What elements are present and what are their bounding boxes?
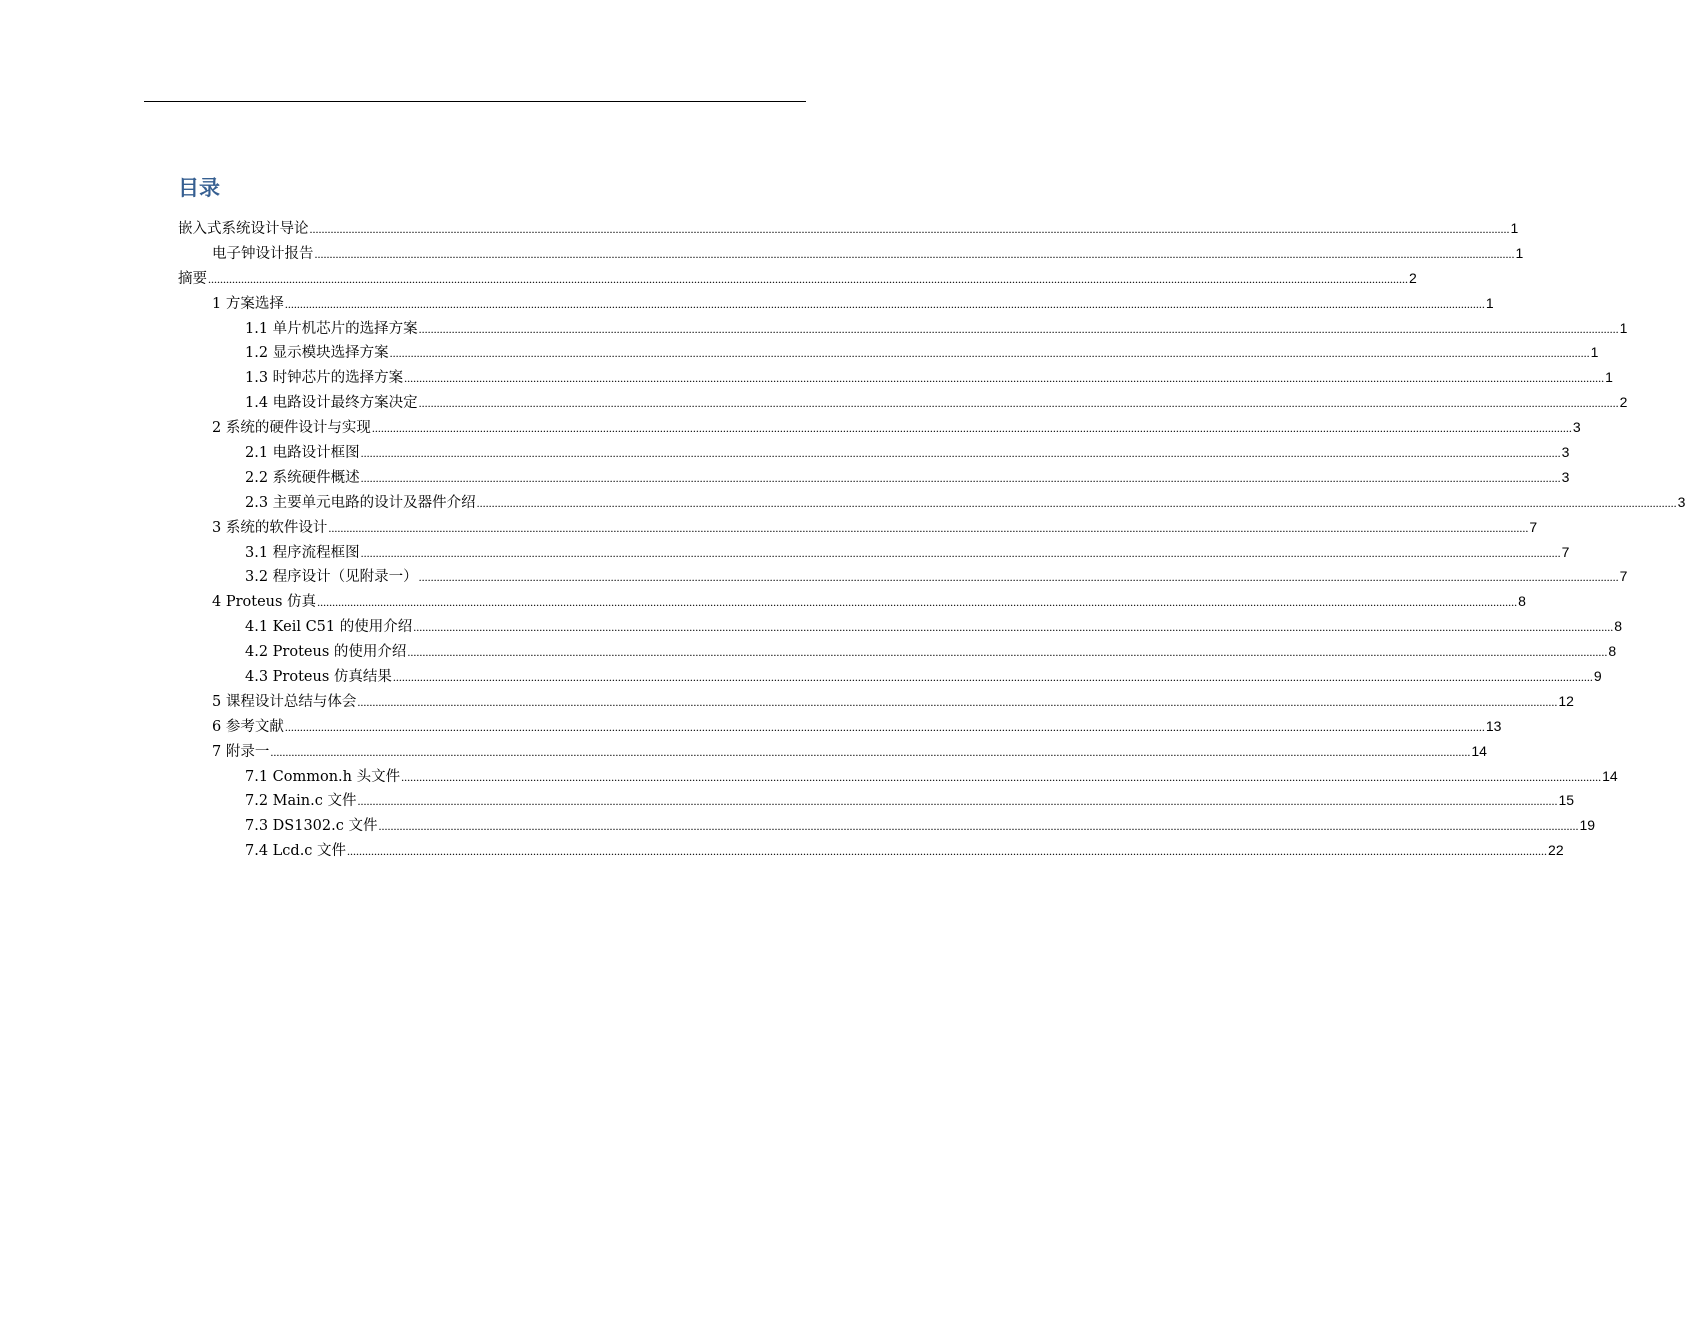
- toc-entry-label: 2 系统的硬件设计与实现: [212, 420, 371, 437]
- toc-entry-page-number: 15: [1558, 792, 1575, 809]
- toc-entry[interactable]: [178, 813, 1596, 838]
- toc-entry-label: 3 系统的软件设计: [212, 519, 328, 536]
- toc-entry-page-number: 1: [1515, 244, 1524, 261]
- toc-entry-page-number: 3: [1561, 468, 1570, 485]
- toc-entry-label: 嵌入式系统设计导论: [178, 221, 309, 237]
- toc-entry-page-number: 1: [1605, 369, 1613, 386]
- toc-entry-label: 1 方案选择: [212, 295, 284, 312]
- dot-leader: ................................................................................................................................................................................................................................................................................................................................................................................................................: [389, 346, 1590, 361]
- dot-leader: ................................................................................................................................................................................................................................................................................................................................................................................................................: [418, 321, 1619, 336]
- toc-entry-page-number: 1: [1619, 319, 1628, 336]
- toc-entry[interactable]: [178, 465, 1570, 490]
- toc-entry-label: 1.4 电路设计最终方案决定: [245, 395, 418, 412]
- toc-entry-label: 7.2 Main.c 文件: [245, 793, 357, 810]
- toc-entry-label: 2.2 系统硬件概述: [245, 469, 360, 486]
- dot-leader: ................................................................................................................................................................................................................................................................................................................................................................................................................: [360, 545, 1561, 560]
- toc-entry[interactable]: [178, 241, 1524, 266]
- toc-entry[interactable]: [178, 689, 1574, 714]
- toc-entry-page-number: 14: [1471, 742, 1487, 759]
- dot-leader: ................................................................................................................................................................................................................................................................................................................................................................................................................: [317, 595, 1518, 610]
- toc-entry-page-number: 14: [1602, 767, 1618, 784]
- toc-entry-page-number: 2: [1409, 269, 1417, 286]
- dot-leader: ................................................................................................................................................................................................................................................................................................................................................................................................................: [378, 819, 1579, 834]
- dot-leader: ................................................................................................................................................................................................................................................................................................................................................................................................................: [407, 645, 1608, 660]
- dot-leader: ................................................................................................................................................................................................................................................................................................................................................................................................................: [270, 744, 1471, 759]
- toc-entry-page-number: 2: [1619, 394, 1628, 411]
- toc-entry-page-number: 12: [1558, 692, 1574, 709]
- toc-entry-label: 4.2 Proteus 的使用介绍: [245, 644, 407, 661]
- toc-entry[interactable]: [178, 838, 1564, 863]
- dot-leader: ................................................................................................................................................................................................................................................................................................................................................................................................................: [418, 570, 1619, 585]
- header-rule: [144, 101, 806, 102]
- toc-entry[interactable]: [178, 764, 1618, 789]
- toc-entry[interactable]: [178, 440, 1570, 465]
- dot-leader: ................................................................................................................................................................................................................................................................................................................................................................................................................: [208, 271, 1408, 286]
- toc-entry-page-number: 8: [1518, 593, 1526, 610]
- toc-entry-page-number: 22: [1548, 842, 1564, 859]
- toc-entry[interactable]: [178, 490, 1685, 515]
- toc-entry-page-number: 3: [1572, 419, 1581, 436]
- dot-leader: ................................................................................................................................................................................................................................................................................................................................................................................................................: [328, 520, 1529, 535]
- toc-entry[interactable]: [178, 739, 1487, 764]
- toc-entry-label: 7.3 DS1302.c 文件: [245, 818, 378, 835]
- toc-entry[interactable]: [178, 515, 1538, 540]
- toc-entry[interactable]: [178, 390, 1628, 415]
- toc-entry[interactable]: [178, 266, 1417, 291]
- toc-entry[interactable]: [178, 614, 1623, 639]
- toc-entry-page-number: 9: [1593, 668, 1602, 685]
- toc-entry[interactable]: [178, 316, 1628, 341]
- toc-entry-label: 4.1 Keil C51 的使用介绍: [245, 619, 413, 636]
- toc-entry-label: 2.3 主要单元电路的设计及器件介绍: [245, 494, 476, 511]
- toc-entry-label: 4.3 Proteus 仿真结果: [245, 669, 392, 686]
- toc-entry[interactable]: [178, 639, 1617, 664]
- toc-entry-page-number: 7: [1619, 568, 1628, 585]
- dot-leader: ................................................................................................................................................................................................................................................................................................................................................................................................................: [284, 296, 1485, 311]
- toc-entry-label: 5 课程设计总结与体会: [212, 693, 357, 710]
- toc-entry-label: 1.3 时钟芯片的选择方案: [245, 370, 404, 387]
- toc-entry-label: 6 参考文献: [212, 718, 284, 735]
- toc-entry[interactable]: [178, 564, 1628, 589]
- toc-entry-label: 3.2 程序设计（见附录一）: [245, 569, 418, 586]
- toc-entry-label: 7 附录一: [212, 743, 270, 760]
- dot-leader: ................................................................................................................................................................................................................................................................................................................................................................................................................: [357, 794, 1558, 809]
- toc-entry-label: 1.2 显示模块选择方案: [245, 345, 389, 362]
- toc-entry-page-number: 1: [1590, 344, 1599, 361]
- dot-leader: ................................................................................................................................................................................................................................................................................................................................................................................................................: [360, 446, 1561, 461]
- toc-entry[interactable]: [178, 365, 1613, 390]
- toc-entry-page-number: 7: [1529, 518, 1538, 535]
- toc-title: 目录: [178, 176, 220, 200]
- toc-entry[interactable]: [178, 540, 1570, 565]
- dot-leader: ................................................................................................................................................................................................................................................................................................................................................................................................................: [476, 495, 1677, 510]
- toc-entry[interactable]: [178, 291, 1494, 316]
- toc-entry-label: 1.1 单片机芯片的选择方案: [245, 320, 418, 337]
- toc-entry-label: 2.1 电路设计框图: [245, 445, 360, 462]
- toc-entry-label: 4 Proteus 仿真: [212, 594, 317, 611]
- toc-entry-page-number: 1: [1510, 220, 1519, 236]
- toc-entry-page-number: 1: [1485, 294, 1494, 311]
- dot-leader: ................................................................................................................................................................................................................................................................................................................................................................................................................: [309, 222, 1510, 236]
- toc-entry[interactable]: [178, 216, 1519, 241]
- toc-entry[interactable]: [178, 664, 1602, 689]
- dot-leader: ................................................................................................................................................................................................................................................................................................................................................................................................................: [404, 371, 1605, 386]
- toc-entry-page-number: 8: [1608, 643, 1617, 660]
- dot-leader: ................................................................................................................................................................................................................................................................................................................................................................................................................: [314, 246, 1515, 261]
- toc-entry-page-number: 3: [1561, 444, 1570, 461]
- dot-leader: ................................................................................................................................................................................................................................................................................................................................................................................................................: [360, 470, 1561, 485]
- toc-entry[interactable]: [178, 714, 1502, 739]
- toc-entry-page-number: 19: [1579, 817, 1596, 834]
- dot-leader: ................................................................................................................................................................................................................................................................................................................................................................................................................: [347, 844, 1548, 859]
- toc-entry-page-number: 3: [1677, 493, 1685, 510]
- toc-entry[interactable]: [178, 589, 1526, 614]
- toc-entry[interactable]: [178, 415, 1581, 440]
- toc-entry-label: 3.1 程序流程框图: [245, 544, 360, 561]
- dot-leader: ................................................................................................................................................................................................................................................................................................................................................................................................................: [418, 396, 1619, 411]
- toc-entry-page-number: 7: [1561, 543, 1570, 560]
- toc-entry-label: 电子钟设计报告: [212, 245, 314, 262]
- dot-leader: ................................................................................................................................................................................................................................................................................................................................................................................................................: [392, 670, 1593, 685]
- dot-leader: ................................................................................................................................................................................................................................................................................................................................................................................................................: [371, 421, 1572, 436]
- toc-entry-label: 7.1 Common.h 头文件: [245, 768, 401, 785]
- dot-leader: ................................................................................................................................................................................................................................................................................................................................................................................................................: [401, 769, 1602, 784]
- dot-leader: ................................................................................................................................................................................................................................................................................................................................................................................................................: [357, 694, 1558, 709]
- toc-entry-label: 摘要: [178, 270, 207, 287]
- dot-leader: ................................................................................................................................................................................................................................................................................................................................................................................................................: [413, 620, 1614, 635]
- toc-entry-page-number: 8: [1614, 618, 1623, 635]
- dot-leader: ................................................................................................................................................................................................................................................................................................................................................................................................................: [284, 719, 1485, 734]
- table-of-contents: [178, 216, 1685, 863]
- toc-entry-label: 7.4 Lcd.c 文件: [245, 843, 347, 860]
- toc-entry[interactable]: [178, 788, 1575, 813]
- toc-entry-page-number: 13: [1485, 717, 1502, 734]
- toc-entry[interactable]: [178, 340, 1599, 365]
